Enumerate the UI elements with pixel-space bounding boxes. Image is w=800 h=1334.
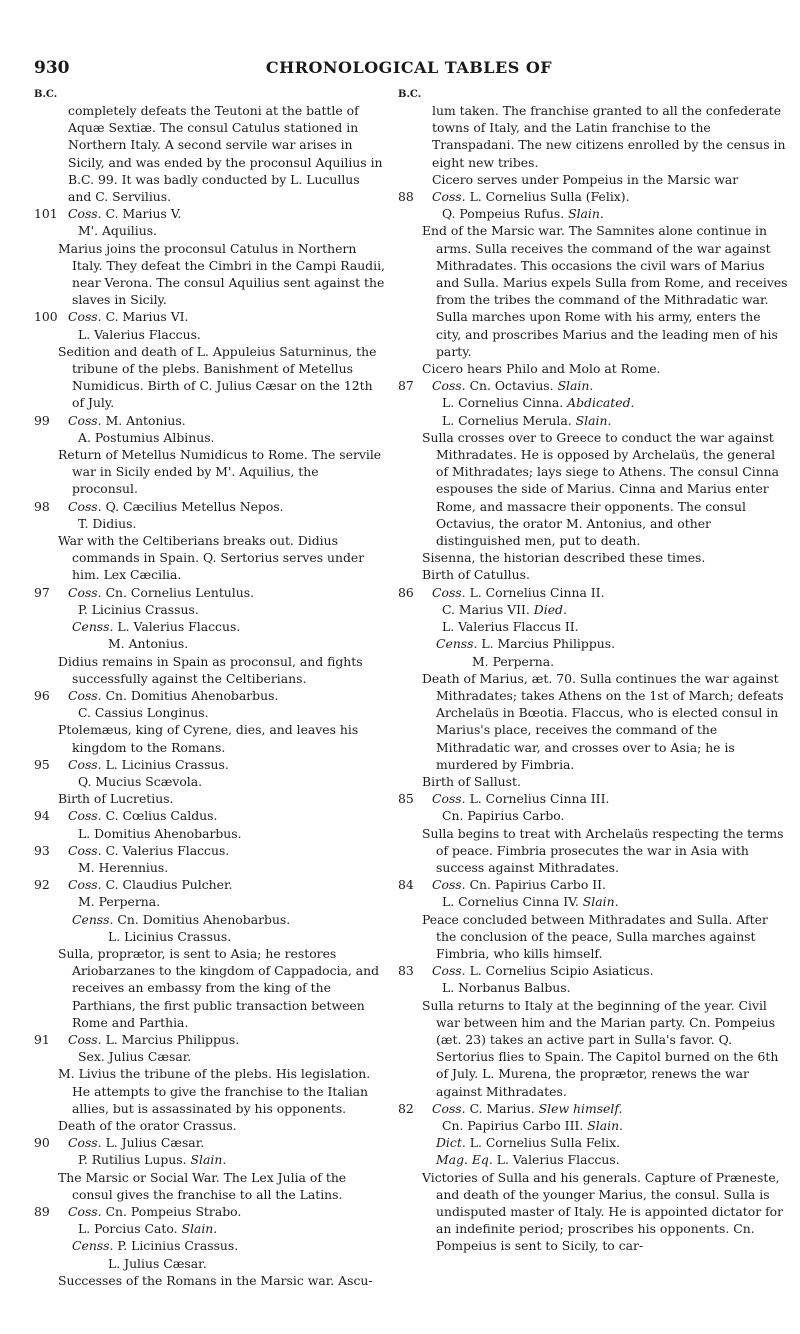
magistrate-name: L. Julius Cæsar.: [105, 1135, 205, 1151]
magistrate-name: L. Valerius Flaccus.: [496, 1152, 620, 1168]
office-line: [432, 1134, 788, 1151]
year-label: 95: [34, 756, 50, 772]
year-entry: [34, 1203, 386, 1289]
office-label: Coss.: [68, 842, 102, 858]
consul-line: [68, 1203, 386, 1220]
year-label: 90: [34, 1135, 50, 1151]
colleague-line: [432, 1117, 788, 1134]
magistrate-name: L. Valerius Flaccus.: [78, 326, 201, 342]
consul-line: [68, 584, 386, 601]
office-label: Coss.: [68, 808, 102, 824]
year-label: 101: [34, 206, 58, 222]
event-text: End of the Marsic war. The Samnites alone continue in arms. Sulla receives the command of the war against Mithradates. This occasions the civil wars of Marius and Sulla. Marius expels Sulla from Rome, and receives from the tribes the command of the Mithradatic war. Sulla marches upon Rome with his army, enters the city, and proscribes Marius and the leading men of his party.: [422, 223, 788, 359]
magistrate-name: Q. Cæcilius Metellus Nepos.: [105, 498, 284, 514]
magistrate-name: C. Valerius Flaccus.: [105, 842, 230, 858]
magistrate-name: C. Marius VII.: [442, 601, 530, 617]
event-text: Cicero hears Philo and Molo at Rome.: [422, 361, 661, 377]
year-label: 91: [34, 1031, 50, 1047]
year-label: 96: [34, 687, 50, 703]
fate-note: Slain.: [557, 378, 594, 394]
magistrate-name: Cn. Cornelius Lentulus.: [105, 584, 255, 600]
magistrate-name: Q. Pompeius Rufus.: [442, 206, 565, 222]
colleague-line: [68, 773, 386, 790]
office-label: Dict.: [436, 1135, 466, 1151]
era-label: B.C.: [34, 89, 58, 100]
office-label: Coss.: [432, 963, 466, 979]
office-label: Coss.: [68, 756, 102, 772]
magistrate-name: L. Cornelius Cinna.: [442, 395, 564, 411]
continuation-text: Cicero serves under Pompeius in the Marsic war: [432, 171, 739, 187]
magistrate-name: C. Claudius Pulcher.: [105, 877, 233, 893]
consul-line: [432, 876, 788, 893]
colleague-line: [68, 859, 386, 876]
colleague-line: [68, 893, 386, 910]
event-text: Peace concluded between Mithradates and Sulla. After the conclusion of the peace, Sulla marches against Fimbria, who kills himself.: [422, 911, 768, 961]
office-label: Coss.: [68, 877, 102, 893]
magistrate-name: T. Didius.: [78, 515, 137, 531]
colleague-line: [432, 601, 788, 618]
fate-note: Died.: [533, 601, 567, 617]
year-label: 94: [34, 808, 50, 824]
office-label: Censs.: [72, 1238, 114, 1254]
magistrate-name: L. Porcius Cato.: [78, 1221, 178, 1237]
magistrate-name: M. Perperna.: [78, 894, 161, 910]
office-label: Coss.: [68, 498, 102, 514]
magistrate-name: L. Cornelius Scipio Asiaticus.: [469, 963, 654, 979]
office-label: Coss.: [68, 206, 102, 222]
continuation-text: lum taken. The franchise granted to all the confederate towns of Italy, and the Latin franchise to the Transpadani. The new citizens enrolled by the census in eight new tribes.: [432, 103, 786, 170]
office-label: Coss.: [68, 1204, 102, 1219]
colleague-line: [432, 807, 788, 824]
office-label: Coss.: [68, 1135, 102, 1151]
magistrate-name: L. Domitius Ahenobarbus.: [78, 825, 242, 841]
consul-line: [68, 1031, 386, 1048]
magistrate-name: Q. Mucius Scævola.: [78, 773, 203, 789]
event-text: Sedition and death of L. Appuleius Saturninus, the tribune of the plebs. Banishment of Metellus Numidicus. Birth of C. Julius Cæsar on the 12th of July.: [58, 343, 377, 411]
year-entry: [398, 1100, 788, 1255]
event-text: M. Livius the tribune of the plebs. His legislation. He attempts to give the franchise to the Italian allies, but is assassinated by his opponents.: [58, 1066, 371, 1116]
event-text: Successes of the Romans in the Marsic war. Ascu-: [58, 1272, 373, 1288]
magistrate-name: M. Antonius.: [108, 636, 189, 652]
magistrate-name: P. Licinius Crassus.: [78, 601, 199, 617]
page-header: [34, 58, 784, 82]
office-line: [68, 1237, 386, 1254]
magistrate-name: L. Cornelius Sulla (Felix).: [469, 189, 630, 205]
magistrate-name: Cn. Domitius Ahenobarbus.: [117, 911, 291, 927]
year-entry: [34, 498, 386, 584]
consul-line: [68, 205, 386, 222]
consul-line: [432, 377, 788, 394]
year-entry: [34, 584, 386, 687]
event-text: Sulla returns to Italy at the beginning of the year. Civil war between him and the Marian party. Cn. Pompeius (æt. 23) takes an active part in Sulla's favor. Q. Sertorius flies to Spain. The Capitol burned on the 6th of July. L. Murena, the proprætor, renews the war against Mithradates.: [422, 997, 779, 1099]
colleague-line: [432, 979, 788, 996]
event-text: Didius remains in Spain as proconsul, and fights successfully against the Celtiberians.: [58, 653, 363, 686]
consul-line: [68, 756, 386, 773]
year-entry: [34, 807, 386, 841]
magistrate-name: Sex. Julius Cæsar.: [78, 1049, 192, 1065]
magistrate-name: P. Rutilius Lupus.: [78, 1152, 187, 1168]
magistrate-name: Cn. Papirius Carbo.: [442, 808, 565, 824]
office-label: Coss.: [432, 584, 466, 600]
magistrate-name: Cn. Pompeius Strabo.: [105, 1204, 242, 1219]
colleague-line: [432, 394, 788, 411]
magistrate-name: A. Postumius Albinus.: [78, 429, 215, 445]
office-label: Coss.: [432, 791, 466, 807]
year-entry: [398, 377, 788, 583]
consul-line: [68, 498, 386, 515]
fate-note: Slew himself.: [538, 1100, 623, 1116]
event-text: Sulla crosses over to Greece to conduct the war against Mithradates. He is opposed by Archelaüs, the general of Mithradates; lays siege to Athens. The consul Cinna espouses the side of Marius. Cinna and Marius enter Rome, and massacre their opponents. The consul Octavius, the orator M. Antonius, and other distinguished men, put to death.: [422, 429, 780, 549]
magistrate-name: L. Julius Cæsar.: [108, 1255, 207, 1271]
right-column: [398, 88, 788, 1255]
year-label: 85: [398, 791, 414, 807]
consul-line: [68, 1134, 386, 1151]
year-label: 97: [34, 584, 50, 600]
year-entry: [34, 205, 386, 308]
colleague-line: [68, 1151, 386, 1168]
colleague-line: [432, 893, 788, 910]
office-label: Coss.: [432, 378, 466, 394]
era-label: B.C.: [398, 89, 422, 100]
year-entry: [398, 584, 788, 790]
magistrate-name: L. Licinius Crassus.: [105, 756, 229, 772]
year-label: 89: [34, 1204, 50, 1219]
left-column: [34, 88, 386, 1289]
year-label: 92: [34, 877, 50, 893]
consul-line: [432, 1100, 788, 1117]
page-number: 930: [34, 58, 70, 78]
magistrate-name: L. Valerius Flaccus.: [117, 619, 241, 635]
event-text: Return of Metellus Numidicus to Rome. The servile war in Sicily ended by M'. Aquilius, the proconsul.: [58, 447, 382, 497]
consul-line: [68, 842, 386, 859]
magistrate-name: L. Licinius Crassus.: [108, 928, 232, 944]
office-label: Coss.: [68, 687, 102, 703]
magistrate-name: L. Cornelius Merula.: [442, 412, 572, 428]
fate-note: Slain.: [568, 206, 604, 222]
event-text: Marius joins the proconsul Catulus in Northern Italy. They defeat the Cimbri in the Campi Raudii, near Verona. The consul Aquilius sent against the slaves in Sicily.: [58, 240, 385, 308]
office-line: [68, 618, 386, 635]
event-text: Ptolemæus, king of Cyrene, dies, and leaves his kingdom to the Romans.: [58, 722, 359, 755]
year-label: 83: [398, 963, 414, 979]
colleague-line: [68, 928, 386, 945]
year-label: 87: [398, 378, 414, 394]
colleague-line: [432, 653, 788, 670]
colleague-line: [68, 1220, 386, 1237]
year-label: 100: [34, 309, 58, 325]
year-entry: [34, 842, 386, 876]
continuation-text: completely defeats the Teutoni at the battle of Aquæ Sextiæ. The consul Catulus stationed in Northern Italy. A second servile war arises in Sicily, and was ended by the proconsul Aquilius in B.C. 99. It was badly conducted by L. Lucullus and C. Servilius.: [68, 103, 383, 205]
year-label: 86: [398, 584, 414, 600]
magistrate-name: L. Cornelius Cinna II.: [469, 584, 605, 600]
consul-line: [68, 308, 386, 325]
office-label: Coss.: [432, 877, 466, 893]
office-line: [68, 911, 386, 928]
colleague-line: [68, 222, 386, 239]
colleague-line: [68, 1048, 386, 1065]
consul-line: [68, 807, 386, 824]
magistrate-name: M'. Aquilius.: [78, 223, 157, 239]
magistrate-name: M. Antonius.: [105, 412, 186, 428]
magistrate-name: L. Cornelius Cinna IV.: [442, 894, 579, 910]
consul-line: [432, 584, 788, 601]
colleague-line: [432, 412, 788, 429]
magistrate-name: M. Herennius.: [78, 859, 169, 875]
consul-line: [68, 687, 386, 704]
year-label: 99: [34, 412, 50, 428]
event-text: Death of Marius, æt. 70. Sulla continues the war against Mithradates; takes Athens on the 1st of March; defeats Archelaüs in Bœotia. Flaccus, who is elected consul in Marius's place, receives the command of the Mithradatic war, and crosses over to Asia; he is murdered by Fimbria.: [422, 670, 784, 772]
magistrate-name: Cn. Papirius Carbo II.: [469, 877, 606, 893]
magistrate-name: C. Cœlius Caldus.: [105, 808, 218, 824]
office-label: Censs.: [72, 619, 114, 635]
event-text: Victories of Sulla and his generals. Capture of Præneste, and death of the younger Marius, the consul. Sulla is undisputed master of Italy. He is appointed dictator for an indefinite period; proscribes his opponents. Cn. Pompeius is sent to Sicily, to car-: [422, 1169, 784, 1254]
office-label: Coss.: [432, 1100, 466, 1116]
year-entry: [34, 756, 386, 808]
event-text: Birth of Catullus.: [422, 567, 530, 583]
consul-line: [432, 962, 788, 979]
colleague-line: [68, 1255, 386, 1272]
office-label: Coss.: [68, 309, 102, 325]
year-label: 84: [398, 877, 414, 893]
office-label: Coss.: [432, 189, 466, 205]
colleague-line: [432, 205, 788, 222]
magistrate-name: M. Perperna.: [472, 653, 555, 669]
magistrate-name: L. Valerius Flaccus II.: [442, 619, 579, 635]
colleague-line: [432, 618, 788, 635]
year-label: 98: [34, 498, 50, 514]
year-label: 88: [398, 189, 414, 205]
magistrate-name: C. Marius V.: [105, 206, 182, 222]
fate-note: Slain.: [587, 1117, 623, 1133]
fate-note: Slain.: [181, 1221, 218, 1237]
magistrate-name: Cn. Octavius.: [469, 378, 554, 394]
event-text: Sisenna, the historian described these times.: [422, 550, 706, 566]
consul-line: [432, 790, 788, 807]
year-entry: [34, 687, 386, 756]
year-entry: [398, 790, 788, 876]
running-title: CHRONOLOGICAL TABLES OF: [265, 58, 553, 77]
consul-line: [68, 412, 386, 429]
magistrate-name: L. Marcius Philippus.: [481, 636, 616, 652]
office-label: Censs.: [436, 636, 478, 652]
year-entry: [34, 308, 386, 411]
magistrate-name: Cn. Domitius Ahenobarbus.: [105, 687, 279, 703]
fate-note: Slain.: [582, 894, 619, 910]
colleague-line: [68, 635, 386, 652]
magistrate-name: L. Marcius Philippus.: [105, 1031, 240, 1047]
year-label: 82: [398, 1100, 414, 1116]
office-line: [432, 635, 788, 652]
fate-note: Slain.: [190, 1152, 227, 1168]
office-label: Mag. Eq.: [436, 1152, 493, 1168]
year-entry: [34, 1134, 386, 1203]
colleague-line: [68, 326, 386, 343]
magistrate-name: C. Marius VI.: [105, 309, 189, 325]
colleague-line: [68, 515, 386, 532]
fate-note: Abdicated.: [567, 395, 635, 411]
consul-line: [432, 188, 788, 205]
fate-note: Slain.: [575, 412, 612, 428]
event-text: Sulla, proprætor, is sent to Asia; he restores Ariobarzanes to the kingdom of Cappadocia, and receives an embassy from the king of the Parthians, the first public transaction between Rome and Parthia.: [58, 945, 380, 1030]
event-text: Sulla begins to treat with Archelaüs respecting the terms of peace. Fimbria prosecutes the war in Asia with success against Mithradates.: [422, 825, 784, 875]
colleague-line: [68, 429, 386, 446]
office-label: Coss.: [68, 584, 102, 600]
magistrate-name: Cn. Papirius Carbo III.: [442, 1117, 584, 1133]
year-entry: [34, 876, 386, 1031]
event-text: Birth of Lucretius.: [58, 791, 174, 807]
magistrate-name: L. Cornelius Cinna III.: [469, 791, 610, 807]
year-entry: [398, 188, 788, 377]
magistrate-name: C. Marius.: [469, 1100, 535, 1116]
magistrate-name: L. Norbanus Balbus.: [442, 980, 571, 996]
year-entry: [398, 876, 788, 962]
magistrate-name: L. Cornelius Sulla Felix.: [469, 1135, 621, 1151]
colleague-line: [68, 601, 386, 618]
magistrate-name: P. Licinius Crassus.: [117, 1238, 239, 1254]
event-text: Birth of Sallust.: [422, 773, 521, 789]
office-label: Coss.: [68, 412, 102, 428]
event-text: War with the Celtiberians breaks out. Didius commands in Spain. Q. Sertorius serves under him. Lex Cæcilia.: [58, 533, 365, 583]
office-label: Coss.: [68, 1031, 102, 1047]
office-label: Censs.: [72, 911, 114, 927]
colleague-line: [68, 704, 386, 721]
year-entry: [34, 1031, 386, 1134]
colleague-line: [68, 825, 386, 842]
event-text: The Marsic or Social War. The Lex Julia of the consul gives the franchise to all the Latins.: [58, 1169, 347, 1202]
year-label: 93: [34, 842, 50, 858]
year-entry: [34, 412, 386, 498]
year-entry: [398, 962, 788, 1100]
consul-line: [68, 876, 386, 893]
magistrate-name: C. Cassius Longinus.: [78, 705, 209, 721]
office-line: [432, 1151, 788, 1168]
event-text: Death of the orator Crassus.: [58, 1117, 237, 1133]
